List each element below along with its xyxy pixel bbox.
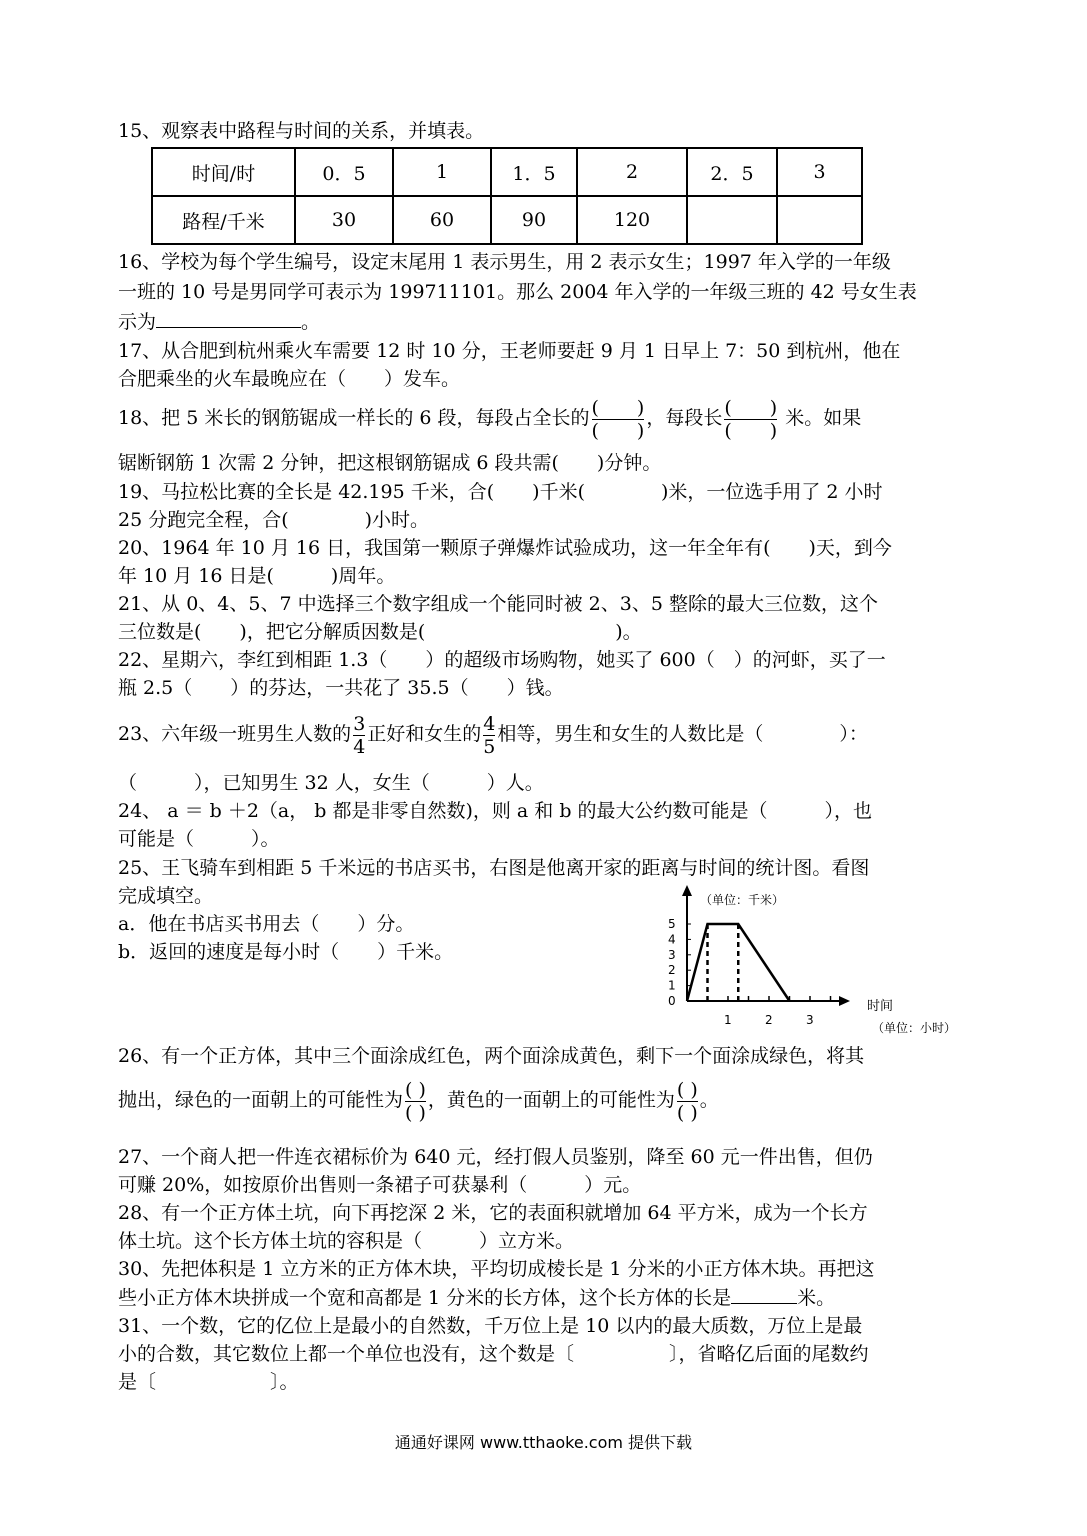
table-cell: 3 (777, 148, 862, 196)
y-tick-label: 1 (668, 978, 676, 993)
q15-table (151, 147, 863, 245)
q25-a: a．他在书店买书用去（ ）分。 (118, 913, 415, 935)
y-tick-label: 4 (668, 932, 676, 947)
q16-line3 (118, 309, 320, 334)
q26-text: ，黄色的一面朝上的可能性为 (427, 1089, 675, 1111)
x-axis-unit: （单位：小时） (872, 1021, 957, 1035)
y-tick-label: 3 (668, 947, 676, 962)
table-cell: 60 (393, 196, 491, 244)
q23-text: 正好和女生的 (367, 723, 482, 745)
x-tick-label: 3 (806, 1013, 814, 1027)
q24-line1: 24、 a ＝ b ＋2（a， b 都是非零自然数)，则 a 和 b 的最大公约数可能是（ ），也 (118, 800, 873, 822)
q25-line1: 25、王飞骑车到相距 5 千米远的书店买书，右图是他离开家的距离与时间的统计图。看图 (118, 857, 870, 879)
q27-line1: 27、一个商人把一件连衣裙标价为 640 元，经打假人员鉴别，降至 60 元一件出售，但仍 (118, 1146, 873, 1168)
table-cell: 30 (295, 196, 393, 244)
q31-line3: 是〔 〕。 (118, 1371, 299, 1393)
q30-line1: 30、先把体积是 1 立方米的正方体木块，平均切成棱长是 1 分米的小正方体木块。再把这 (118, 1258, 875, 1280)
fraction-blank[interactable]: $\frac{( )}{( )}$ (405, 1078, 426, 1124)
fraction-blank[interactable]: $\frac{( )}{( )}$ (676, 1078, 698, 1124)
q25-b: b．返回的速度是每小时（ ）千米。 (118, 941, 454, 963)
q22-line2: 瓶 2.5（ ）的芬达，一共花了 35.5（ ）钱。 (118, 677, 564, 699)
x-axis-label: 时间 (867, 999, 894, 1014)
fraction-blank[interactable]: $\frac{( )}{( )}$ (724, 396, 778, 442)
q27-line2: 可赚 20%，如按原价出售则一条裙子可获暴利（ ）元。 (118, 1174, 642, 1196)
x-axis-arrow-icon (839, 996, 850, 1006)
q26-line1: 26、有一个正方体，其中三个面涂成红色，两个面涂成黄色，剩下一个面涂成绿色，将其 (118, 1045, 865, 1067)
q31-line2: 小的合数，其它数位上都一个单位也没有，这个数是〔 〕，省略亿后面的尾数约 (118, 1343, 869, 1365)
q15-text: 15、观察表中路程与时间的关系，并填表。 (118, 120, 485, 142)
q23-text: 相等，男生和女生的人数比是（ ）： (497, 723, 868, 745)
y-tick-label: 0 (668, 994, 676, 1008)
q22-line1: 22、星期六，李红到相距 1.3（ ）的超级市场购物，她买了 600（ ）的河虾，买了一 (118, 649, 886, 671)
table-cell: 时间/时 (152, 148, 295, 196)
q16-text: 示为 (118, 311, 157, 333)
table-cell: 120 (577, 196, 687, 244)
distance-time-chart (652, 882, 982, 1037)
fraction: $\frac{3}{4}$ (353, 712, 366, 758)
q26-line2 (118, 1076, 719, 1124)
table-row (152, 148, 862, 196)
q18-text: 米。如果 (779, 407, 862, 429)
q23-line1 (118, 710, 868, 758)
q19-line2: 25 分跑完全程，合( )小时。 (118, 509, 430, 531)
answer-blank[interactable] (731, 1285, 797, 1304)
q21-line1: 21、从 0、4、5、7 中选择三个数字组成一个能同时被 2、3、5 整除的最大三位数，这个 (118, 593, 878, 615)
x-tick-label: 1 (724, 1013, 732, 1027)
q23-text: 23、六年级一班男生人数的 (118, 723, 352, 745)
x-tick-label: 2 (765, 1013, 773, 1027)
q30-line2 (118, 1285, 835, 1310)
q28-line1: 28、有一个正方体土坑，向下再挖深 2 米，它的表面积就增加 64 平方米，成为一个长方 (118, 1202, 868, 1224)
q17-line2: 合肥乘坐的火车最晚应在（ ）发车。 (118, 368, 461, 390)
q23-line2: （ ），已知男生 32 人，女生（ ）人。 (118, 772, 544, 794)
q26-text: 。 (699, 1089, 719, 1111)
q21-line2: 三位数是( )，把它分解质因数是( )。 (118, 621, 642, 643)
q20-line1: 20、1964 年 10 月 16 日，我国第一颗原子弹爆炸试验成功，这一年全年有( )天，到今 (118, 537, 892, 559)
q24-line2: 可能是（ ）。 (118, 828, 280, 850)
fraction-blank[interactable]: $\frac{( )}{( )}$ (591, 396, 645, 442)
q30-text: 米。 (797, 1287, 836, 1309)
q17-line1: 17、从合肥到杭州乘火车需要 12 时 10 分，王老师要赶 9 月 1 日早上 7：50 到杭州，他在 (118, 340, 901, 362)
table-cell: 路程/千米 (152, 196, 295, 244)
q18-text: ，每段长 (646, 407, 723, 429)
answer-cell[interactable] (687, 196, 777, 244)
footer-text: 通通好课网 www.tthaoke.com 提供下载 (394, 1433, 693, 1452)
table-row (152, 196, 862, 244)
table-cell: 1．5 (491, 148, 577, 196)
q20-line2: 年 10 月 16 日是( )周年。 (118, 565, 396, 587)
y-tick-label: 5 (668, 917, 676, 931)
q26-text: 抛出，绿色的一面朝上的可能性为 (118, 1089, 404, 1111)
q18-line1 (118, 394, 861, 442)
y-tick-label: 2 (668, 963, 676, 978)
q30-text: 些小正方体木块拼成一个宽和高都是 1 分米的长方体，这个长方体的长是 (118, 1287, 732, 1309)
q31-line1: 31、一个数，它的亿位上是最小的自然数，千万位上是 10 以内的最大质数，万位上是最 (118, 1315, 863, 1337)
fraction: $\frac{4}{5}$ (483, 712, 496, 758)
y-axis-arrow-icon (682, 885, 692, 896)
table-cell: 90 (491, 196, 577, 244)
q16-line1: 16、学校为每个学生编号，设定末尾用 1 表示男生，用 2 表示女生；1997 年入学的一年级 (118, 251, 891, 273)
q28-line2: 体土坑。这个长方体土坑的容积是（ ）立方米。 (118, 1230, 575, 1252)
q18-text: 18、把 5 米长的钢筋锯成一样长的 6 段，每段占全长的 (118, 407, 590, 429)
y-axis-label: （单位：千米） (700, 893, 785, 907)
q25-line2: 完成填空。 (118, 885, 214, 907)
q19-line1: 19、马拉松比赛的全长是 42.195 千米，合( )千米( )米，一位选手用了 2 小时 (118, 481, 883, 503)
q16-text: 。 (301, 311, 321, 333)
answer-cell[interactable] (777, 196, 862, 244)
q16-line2: 一班的 10 号是男同学可表示为 199711101。那么 2004 年入学的一年级三班的 42 号女生表 (118, 281, 917, 303)
table-cell: 2 (577, 148, 687, 196)
table-cell: 0．5 (295, 148, 393, 196)
q18-line2: 锯断钢筋 1 次需 2 分钟，把这根钢筋锯成 6 段共需( )分钟。 (118, 452, 662, 474)
table-cell: 2．5 (687, 148, 777, 196)
table-cell: 1 (393, 148, 491, 196)
answer-blank[interactable] (156, 309, 301, 328)
